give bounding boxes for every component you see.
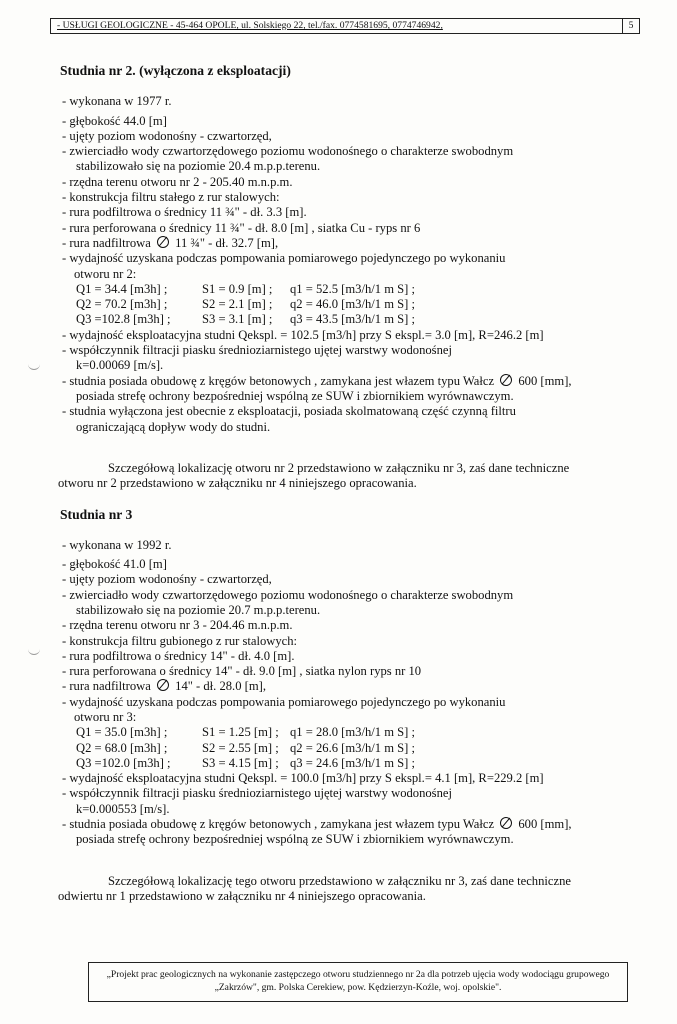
list-item: - zwierciadło wody czwartorzędowego poziomu wodonośnego o charakterze swobodnym xyxy=(62,587,514,602)
list-item: - głębokość 41.0 [m] xyxy=(62,557,167,572)
pump-test-row xyxy=(62,297,632,312)
page-header xyxy=(50,18,640,34)
document-body xyxy=(58,63,632,918)
protection-zone-line: posiada strefę ochrony bezpośredniej wspólną ze SUW i zbiornikiem wyrównawczym. xyxy=(76,388,514,403)
pump-test-row xyxy=(62,741,632,756)
well2-status: (wyłączona z eksploatacji) xyxy=(139,63,291,78)
list-item: - rura perforowana o średnicy 14" - dł. 9.0 [m] , siatka nylon ryps nr 10 xyxy=(62,664,422,679)
pump-specific-yield: q1 = 52.5 [m3/h/1 m S] ; xyxy=(290,281,415,296)
filtration-coefficient-line: - współczynnik filtracji piasku średnioziarnistego ujętej warstwy wodonośnej xyxy=(62,343,452,358)
list-item: - wydajność uzyskana podczas pompowania pomiarowego pojedynczego po wykonaniu xyxy=(62,694,506,709)
diameter-symbol-icon xyxy=(500,374,512,386)
list-item-continued: otworu nr 2: xyxy=(74,266,137,281)
casing-label: - rura nadfiltrowa xyxy=(62,679,151,694)
filtration-coefficient-value: k=0.000553 [m/s]. xyxy=(76,801,170,816)
well2-heading xyxy=(60,63,632,78)
pump-specific-yield: q1 = 28.0 [m3/h/1 m S] ; xyxy=(290,725,415,740)
diameter-symbol-icon xyxy=(500,817,512,829)
pump-flow: Q1 = 35.0 [m3h] ; xyxy=(76,725,168,740)
list-item: - rura podfiltrowa o średnicy 11 ¾" - dł. 3.3 [m]. xyxy=(62,205,307,220)
casing-label: - rura nadfiltrowa xyxy=(62,235,151,250)
pump-flow: Q3 =102.8 [m3h] ; xyxy=(76,312,171,327)
list-item xyxy=(62,236,632,251)
list-item-continued: stabilizowało się na poziomie 20.7 m.p.p.terenu. xyxy=(76,602,321,617)
list-item xyxy=(62,679,632,694)
page-number: 5 xyxy=(622,19,639,33)
paragraph-location: Szczegółową lokalizację tego otworu przedstawiono w załączniku nr 3, zaś dane techniczne xyxy=(108,873,571,888)
list-item-continued: otworu nr 3: xyxy=(74,709,137,724)
punch-hole-mark xyxy=(28,648,40,655)
list-item: - konstrukcja filtru stałego z rur stalowych: xyxy=(62,190,280,205)
list-item: - wykonana w 1977 r. xyxy=(62,94,172,109)
casing-diameter: 600 [mm], xyxy=(518,817,572,832)
list-item: - ujęty poziom wodonośny - czwartorzęd, xyxy=(62,128,272,143)
footer-line-1: „Projekt prac geologicznych na wykonanie zastępczego otworu studziennego nr 2a dla potrzeb ujęcia wody wodociągu grupowego xyxy=(106,969,610,980)
casing-line xyxy=(62,374,632,389)
casing-value: 14" - dł. 28.0 [m], xyxy=(175,679,266,694)
pump-drawdown: S2 = 2.55 [m] ; xyxy=(202,740,279,755)
pump-drawdown: S2 = 2.1 [m] ; xyxy=(202,297,273,312)
filtration-coefficient-line: - współczynnik filtracji piasku średnioziarnistego ujętej warstwy wodonośnej xyxy=(62,786,452,801)
pump-test-row xyxy=(62,756,632,771)
list-item: - konstrukcja filtru gubionego z rur stalowych: xyxy=(62,633,298,648)
page-footer xyxy=(88,962,628,1002)
pump-specific-yield: q3 = 43.5 [m3/h/1 m S] ; xyxy=(290,312,415,327)
list-item-continued: stabilizowało się na poziomie 20.4 m.p.p.terenu. xyxy=(76,159,321,174)
list-item: - wykonana w 1992 r. xyxy=(62,537,172,552)
pump-flow: Q2 = 70.2 [m3h] ; xyxy=(76,297,168,312)
pump-specific-yield: q2 = 26.6 [m3/h/1 m S] ; xyxy=(290,740,415,755)
pump-test-row xyxy=(62,282,632,297)
pump-test-row xyxy=(62,725,632,740)
list-item: - wydajność uzyskana podczas pompowania pomiarowego pojedynczego po wykonaniu xyxy=(62,251,506,266)
paragraph-location: Szczegółową lokalizację otworu nr 2 przedstawiono w załączniku nr 3, zaś dane techniczne xyxy=(108,460,570,475)
casing-diameter: 600 [mm], xyxy=(518,373,572,388)
pump-specific-yield: q2 = 46.0 [m3/h/1 m S] ; xyxy=(290,297,415,312)
pump-flow: Q2 = 68.0 [m3h] ; xyxy=(76,740,168,755)
list-item: - rzędna terenu otworu nr 2 - 205.40 m.n.p.m. xyxy=(62,174,293,189)
pump-drawdown: S1 = 0.9 [m] ; xyxy=(202,281,273,296)
diameter-symbol-icon xyxy=(157,236,169,248)
pump-flow: Q3 =102.0 [m3h] ; xyxy=(76,755,171,770)
pump-test-row xyxy=(62,312,632,327)
list-item: - rura perforowana o średnicy 11 ¾" - dł. 8.0 [m] , siatka Cu - ryps nr 6 xyxy=(62,220,421,235)
pump-specific-yield: q3 = 24.6 [m3/h/1 m S] ; xyxy=(290,755,415,770)
casing-text: - studnia posiada obudowę z kręgów betonowych , zamykana jest włazem typu Wałcz xyxy=(62,817,495,832)
casing-line xyxy=(62,817,632,832)
paragraph-location-continued: otworu nr 2 przedstawiono w załączniku nr 4 niniejszego opracowania. xyxy=(58,476,417,491)
paragraph-location-continued: odwiertu nr 1 przedstawiono w załączniku nr 4 niniejszego opracowania. xyxy=(58,888,426,903)
pump-drawdown: S1 = 1.25 [m] ; xyxy=(202,725,279,740)
filtration-coefficient-value: k=0.00069 [m/s]. xyxy=(76,358,164,373)
casing-value: 11 ¾" - dł. 32.7 [m], xyxy=(175,235,279,250)
exclusion-line-continued: ograniczającą dopływ wody do studni. xyxy=(76,419,271,434)
exclusion-line: - studnia wyłączona jest obecnie z eksploatacji, posiada skolmatowaną część czynną filtru xyxy=(62,404,516,419)
casing-text: - studnia posiada obudowę z kręgów betonowych , zamykana jest włazem typu Wałcz xyxy=(62,373,495,388)
list-item: - rura podfiltrowa o średnicy 14" - dł. 4.0 [m]. xyxy=(62,648,295,663)
diameter-symbol-icon xyxy=(157,679,169,691)
pump-flow: Q1 = 34.4 [m3h] ; xyxy=(76,281,168,296)
list-item: - głębokość 44.0 [m] xyxy=(62,113,167,128)
yield-line: - wydajność eksploatacyjna studni Qekspl. = 102.5 [m3/h] przy S ekspl.= 3.0 [m], R=246.2 [m] xyxy=(62,327,544,342)
header-company-line: - USŁUGI GEOLOGICZNE - 45-464 OPOLE, ul. Solskiego 22, tel./fax. 0774581695, 0774746942, xyxy=(57,20,443,31)
punch-hole-mark xyxy=(28,363,40,370)
yield-line: - wydajność eksploatacyjna studni Qekspl. = 100.0 [m3/h] przy S ekspl.= 4.1 [m], R=229.2 [m] xyxy=(62,771,544,786)
well3-heading: Studnia nr 3 xyxy=(60,507,133,523)
pump-drawdown: S3 = 4.15 [m] ; xyxy=(202,755,279,770)
pump-drawdown: S3 = 3.1 [m] ; xyxy=(202,312,273,327)
footer-line-2: „Zakrzów", gm. Polska Cerekiew, pow. Kędzierzyn-Koźle, woj. opolskie". xyxy=(214,982,502,993)
list-item: - zwierciadło wody czwartorzędowego poziomu wodonośnego o charakterze swobodnym xyxy=(62,144,514,159)
well2-title: Studnia nr 2. xyxy=(60,63,136,78)
protection-zone-line: posiada strefę ochrony bezpośredniej wspólną ze SUW i zbiornikiem wyrównawczym. xyxy=(76,832,514,847)
list-item: - rzędna terenu otworu nr 3 - 204.46 m.n.p.m. xyxy=(62,618,293,633)
list-item: - ujęty poziom wodonośny - czwartorzęd, xyxy=(62,572,272,587)
